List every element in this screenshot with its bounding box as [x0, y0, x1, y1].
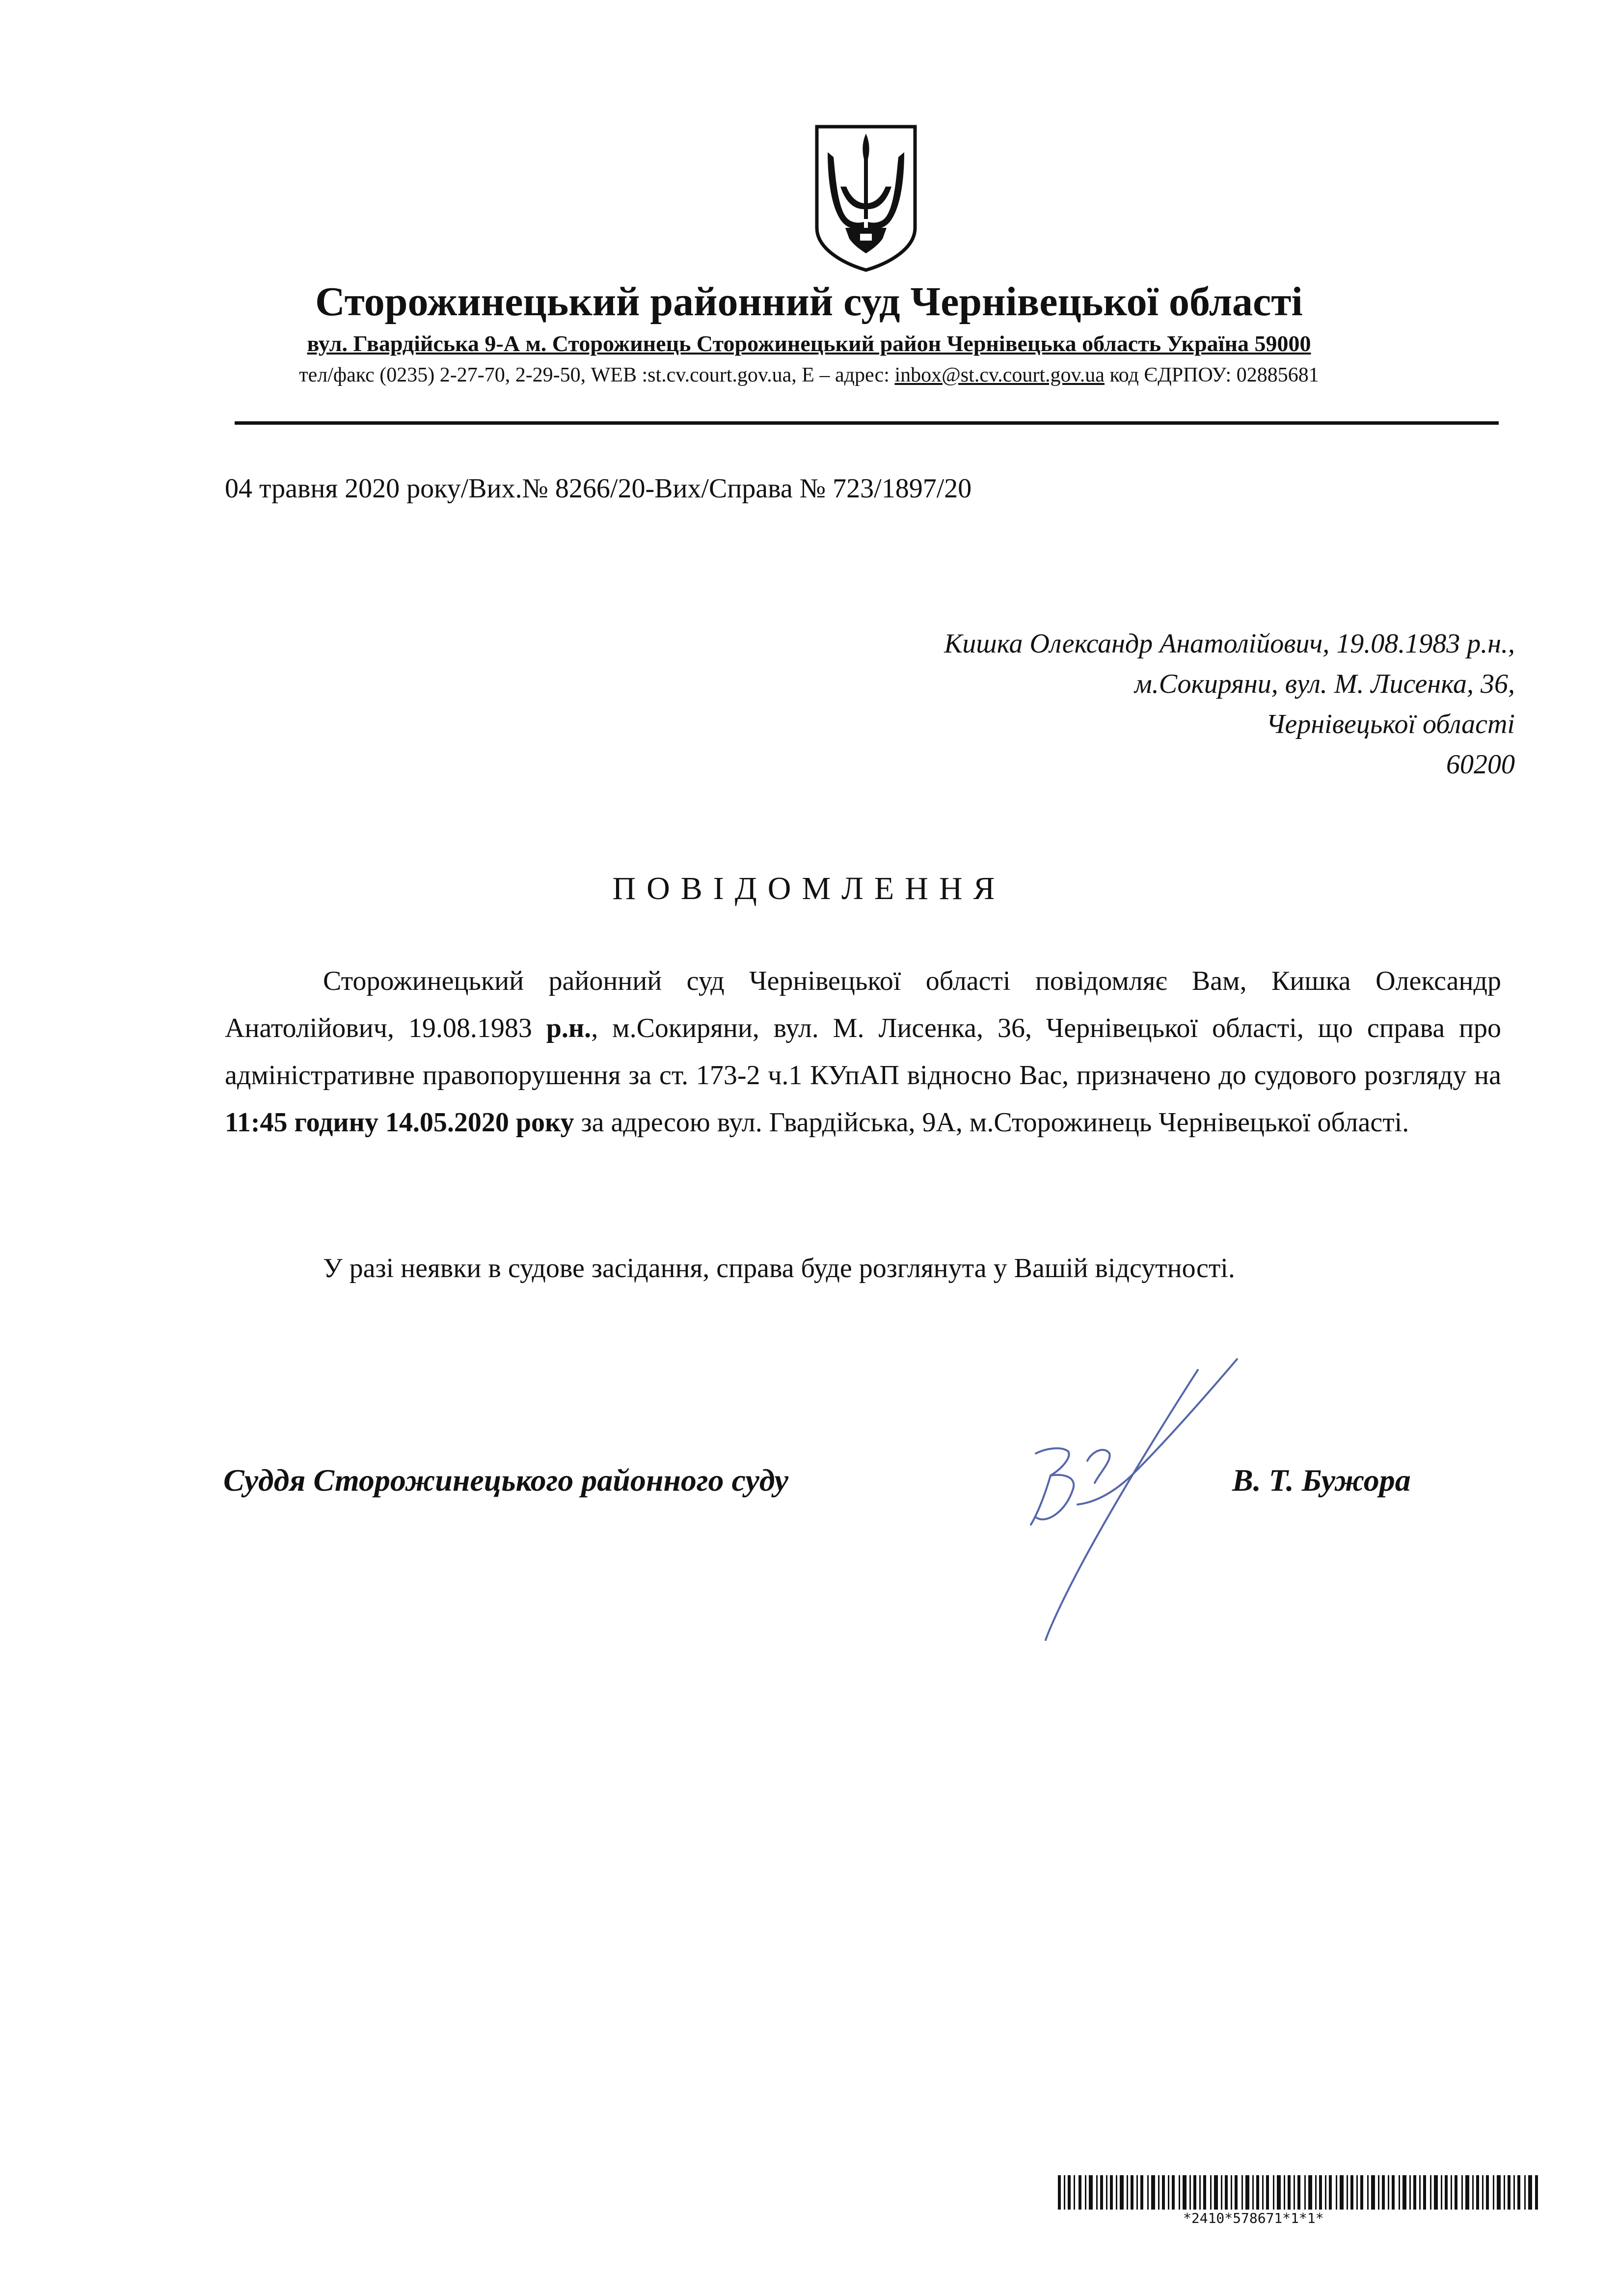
court-contacts	[0, 361, 1618, 389]
barcode-icon	[1058, 2175, 1539, 2210]
recipient-street: м.Сокиряни, вул. М. Лисенка, 36,	[1134, 669, 1515, 699]
absence-paragraph: У разі неявки в судове засідання, справа буде розглянута у Вашій відсутності.	[323, 1253, 1235, 1284]
recipient-block	[729, 624, 1515, 785]
document-title: ПОВІДОМЛЕННЯ	[612, 871, 1006, 906]
court-name: Сторожинецький районний суд Чернівецької області	[315, 279, 1303, 325]
signer-name: В. Т. Бужора	[1232, 1463, 1411, 1498]
court-address: вул. Гвардійська 9-А м. Сторожинець Сторожинецький район Чернівецька область Україна 59000	[307, 331, 1311, 356]
recipient-postcode: 60200	[1446, 749, 1515, 780]
notice-text-3: , м.Сокиряни, вул. М. Лисенка, 36, Чернівецької області, що справа про адміністративне правопорушення за ст. 173-2 ч.1 КУпАП відносно Вас, призначено до судового розгляду на	[225, 1013, 1501, 1091]
header-divider	[235, 421, 1499, 425]
recipient-name: Кишка Олександр Анатолійович, 19.08.1983 р.н.,	[944, 629, 1515, 659]
hearing-datetime: 11:45 годину 14.05.2020 року	[225, 1107, 574, 1138]
document-reference: 04 травня 2020 року/Вих.№ 8266/20-Вих/Справа № 723/1897/20	[225, 473, 972, 504]
trident-emblem-icon	[811, 123, 921, 273]
notice-paragraph	[225, 957, 1501, 1146]
contacts-prefix: тел/факс (0235) 2-27-70, 2-29-50, WEB :st.cv.court.gov.ua, E – адрес:	[299, 364, 895, 386]
notice-text-2: р.н.	[546, 1013, 592, 1043]
recipient-region: Чернівецької області	[1266, 709, 1515, 739]
handwritten-signature-icon	[972, 1355, 1247, 1650]
barcode-text: *2410*578671*1*1*	[1183, 2210, 1324, 2226]
notice-text-4: за адресою вул. Гвардійська, 9А, м.Сторожинець Чернівецької області.	[574, 1107, 1409, 1138]
notice-text-1: Сторожинецький районний суд Чернівецької області повідомляє Вам, Кишка Олександр Анатолійович, 19.08.1983	[225, 966, 1501, 1043]
signer-title: Суддя Сторожинецького районного суду	[223, 1463, 789, 1498]
contacts-suffix: код ЄДРПОУ: 02885681	[1104, 364, 1319, 386]
court-email: inbox@st.cv.court.gov.ua	[894, 364, 1105, 386]
